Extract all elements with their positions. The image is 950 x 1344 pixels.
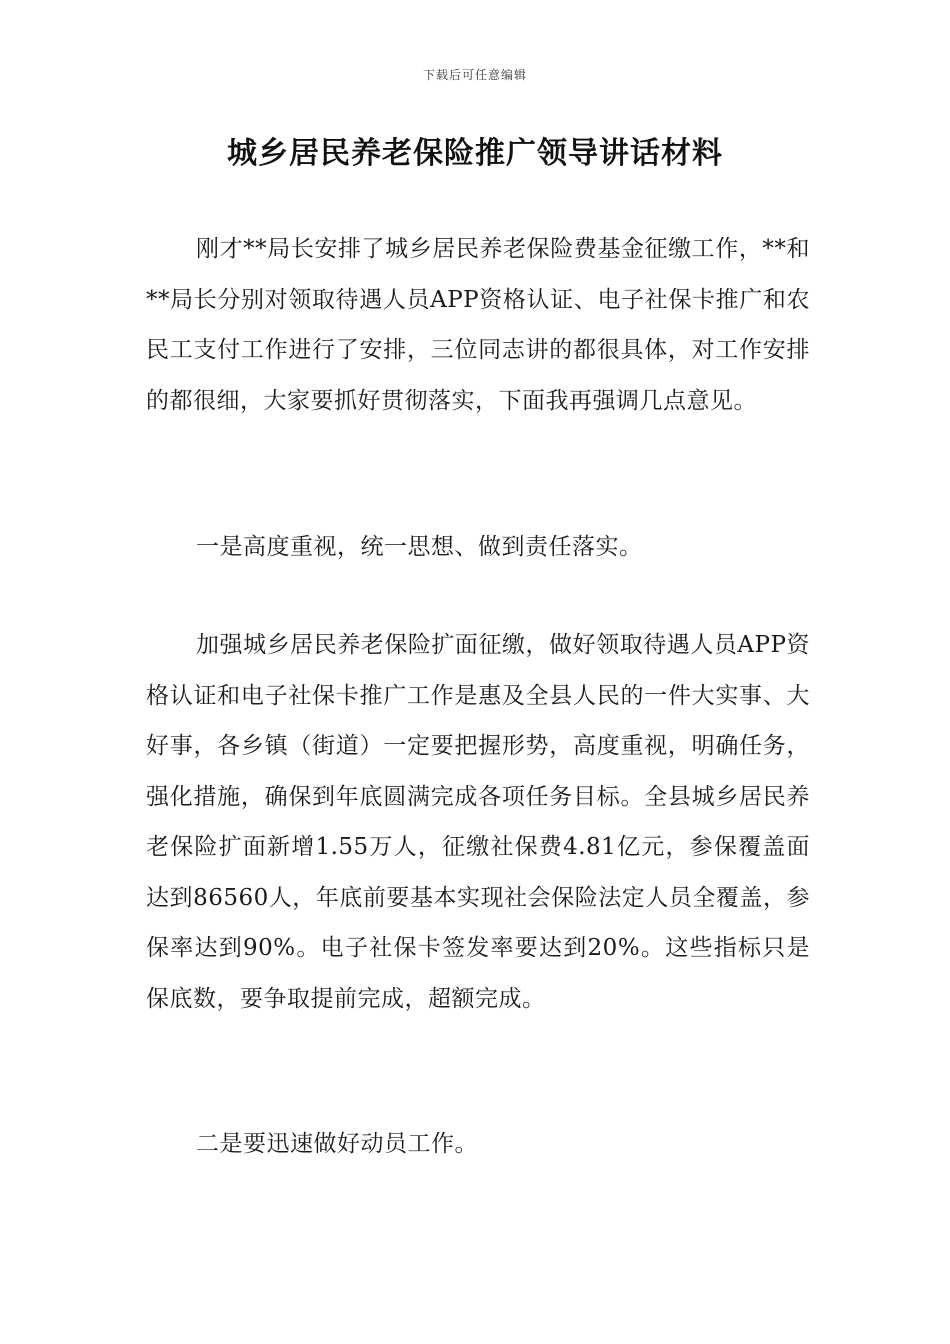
paragraph-point-1: 加强城乡居民养老保险扩面征缴，做好领取待遇人员APP资格认证和电子社保卡推广工作是惠及全县人民的一件大实事、大好事，各乡镇（街道）一定要把握形势，高度重视，明确任务，强化措施，确保到年底圆满完成各项任务目标。全县城乡居民养老保险扩面新增1.55万人，征缴社保费4.81亿元，参保覆盖面达到86560人，年底前要基本实现社会保险法定人员全覆盖，参保率达到90%。电子社保卡签发率要达到20%。这些指标只是保底数，要争取提前完成，超额完成。 — [146, 632, 810, 1012]
header-note: 下载后可任意编辑 — [422, 68, 527, 82]
document-title: 城乡居民养老保险推广领导讲话材料 — [227, 136, 723, 171]
point-heading-1: 一是高度重视，统一思想、做到责任落实。 — [196, 534, 643, 560]
paragraph-intro: 刚才**局长安排了城乡居民养老保险费基金征缴工作，**和**局长分别对领取待遇人员APP资格认证、电子社保卡推广和农民工支付工作进行了安排，三位同志讲的都很具体，对工作安排的都很细，大家要抓好贯彻落实，下面我再强调几点意见。 — [146, 236, 810, 414]
point-heading-2: 二是要迅速做好动员工作。 — [196, 1131, 478, 1157]
